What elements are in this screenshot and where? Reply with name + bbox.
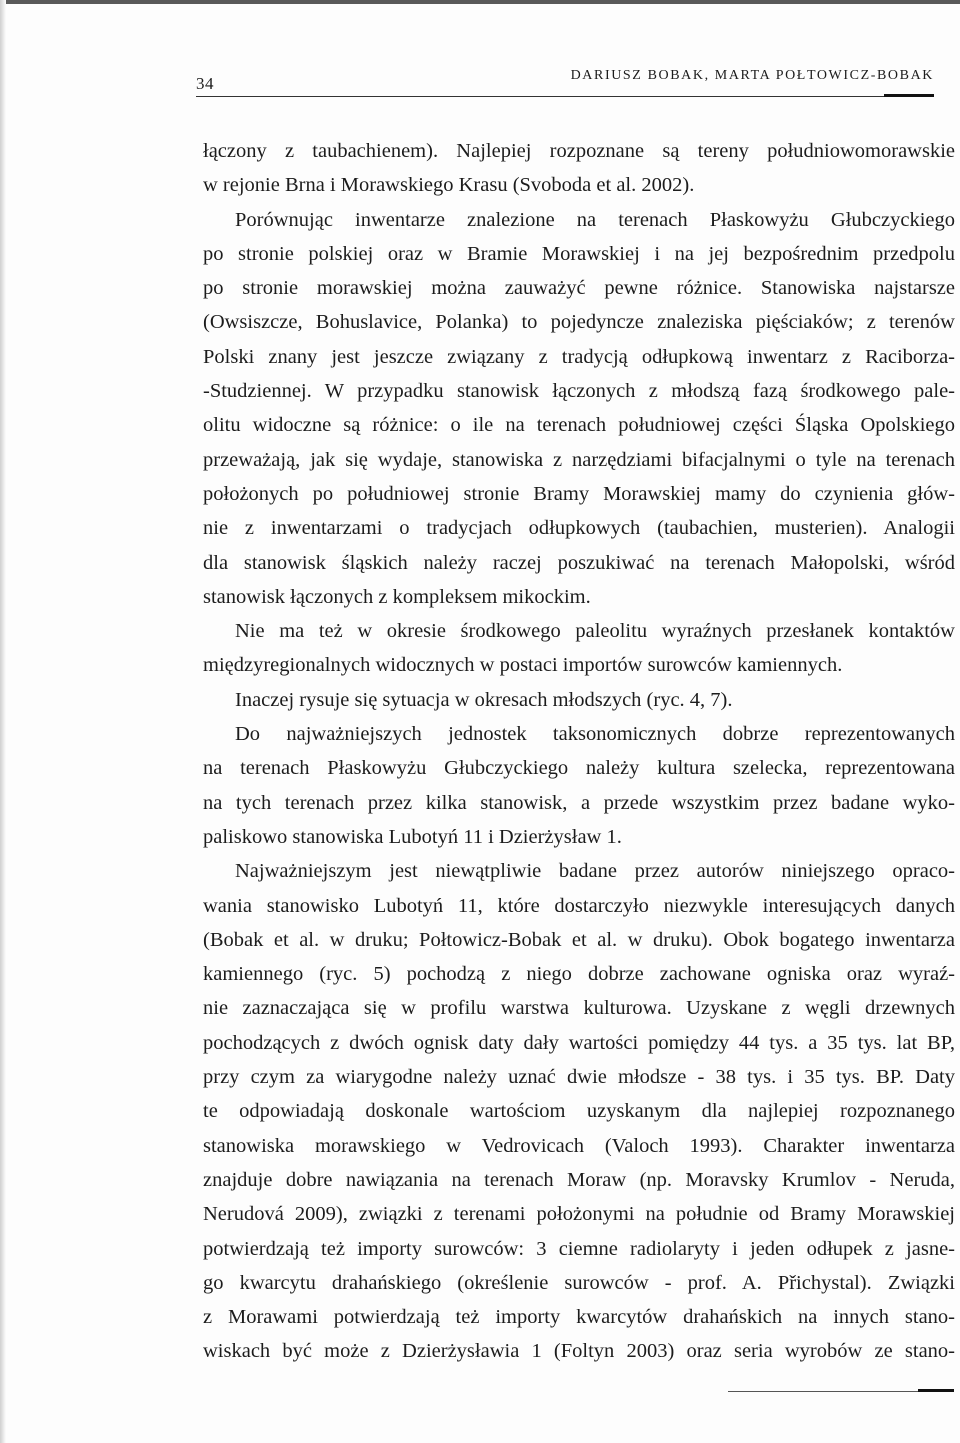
text-line: wiskach być może z Dzierżysławia 1 (Foltyn 2003) oraz seria wyrobów ze stano-	[203, 1340, 955, 1363]
text-line: w rejonie Brna i Morawskiego Krasu (Svoboda et al. 2002).	[203, 174, 695, 197]
text-line: na tych terenach przez kilka stanowisk, a przede wszystkim przez badane wyko-	[203, 791, 955, 814]
text-line: łączony z taubachienem). Najlepiej rozpoznane są tereny południowomorawskie	[203, 140, 955, 162]
header-rule	[196, 96, 934, 97]
text-line: nie z inwentarzami o tradycjach odłupkowych (taubachien, musterien). Analogii	[203, 517, 955, 540]
page-header	[196, 68, 934, 94]
text-line: Porównując inwentarze znalezione na terenach Płaskowyżu Głubczyckiego	[235, 208, 955, 231]
text-line: go kwarcytu drahańskiego (określenie surowców - prof. A. Přichystal). Związki	[203, 1271, 955, 1294]
body-text	[203, 134, 955, 1369]
text-line: nie zaznaczająca się w profilu warstwa kulturowa. Uzyskane z węgli drzewnych	[203, 997, 955, 1020]
text-line: Najważniejszym jest niewątpliwie badane przez autorów niniejszego opraco-	[235, 860, 955, 883]
text-line: z Morawami potwierdzają też importy kwarcytów drahańskich na innych stano-	[203, 1306, 955, 1329]
header-rule-accent	[884, 94, 934, 97]
text-line: te odpowiadają doskonale wartościom uzyskanym dla najlepiej rozpoznanego	[203, 1100, 955, 1123]
text-line: stanowisk łączonych z kompleksem mikockim.	[203, 585, 591, 608]
running-head-authors: DARIUSZ BOBAK, MARTA POŁTOWICZ-BOBAK	[570, 68, 934, 83]
text-line: potwierdzają też importy surowców: 3 ciemne radiolaryty i jeden odłupek z jasne-	[203, 1237, 955, 1260]
page-number: 34	[196, 74, 214, 93]
text-line: -Studziennej. W przypadku stanowisk łączonych z młodszą fazą środkowego pale-	[203, 380, 955, 403]
scan-top-edge	[0, 0, 960, 4]
scan-left-edge	[0, 0, 6, 1443]
text-line: kamiennego (ryc. 5) pochodzą z niego dobrze zachowane ogniska oraz wyraź-	[203, 963, 955, 986]
text-line: położonych po południowej stronie Bramy Morawskiej mamy do czynienia głów-	[203, 482, 955, 505]
text-line: paliskowo stanowiska Lubotyń 11 i Dzierżysław 1.	[203, 825, 622, 848]
text-line: na terenach Płaskowyżu Głubczyckiego należy kultura szelecka, reprezentowana	[203, 757, 955, 780]
footer-rule-accent	[918, 1389, 954, 1392]
text-line: pochodzących z dwóch ognisk daty dały wartości pomiędzy 44 tys. a 35 tys. lat BP,	[203, 1031, 955, 1054]
text-line: (Owsiszcze, Bohuslavice, Polanka) to pojedyncze znaleziska pięściaków; z terenów	[203, 311, 955, 334]
text-line: dla stanowisk śląskich należy raczej poszukiwać na terenach Małopolski, wśród	[203, 551, 955, 574]
text-line: Polski znany jest jeszcze związany z tradycją odłupkową inwentarz z Raciborza-	[203, 345, 955, 368]
text-line: przy czym za wiarygodne należy uznać dwie młodsze - 38 tys. i 35 tys. BP. Daty	[203, 1066, 955, 1089]
text-line: międzyregionalnych widocznych w postaci importów surowców kamiennych.	[203, 654, 843, 677]
text-line: Do najważniejszych jednostek taksonomicznych dobrze reprezentowanych	[235, 723, 955, 746]
text-line: po stronie morawskiej można zauważyć pewne różnice. Stanowiska najstarsze	[203, 277, 955, 300]
text-line: olitu widoczne są różnice: o ile na terenach południowej części Śląska Opolskiego	[203, 414, 955, 437]
text-line: Nie ma też w okresie środkowego paleolitu wyraźnych przesłanek kontaktów	[235, 620, 955, 643]
text-line: Inaczej rysuje się sytuacja w okresach młodszych (ryc. 4, 7).	[235, 688, 733, 711]
text-line: przeważają, jak się wydaje, stanowiska z narzędziami bifacjalnymi o tyle na terenach	[203, 448, 955, 471]
text-line: stanowiska morawskiego w Vedrovicach (Valoch 1993). Charakter inwentarza	[203, 1134, 955, 1157]
text-line: po stronie polskiej oraz w Bramie Morawskiej i na jej bezpośrednim przedpolu	[203, 242, 955, 265]
text-line: Nerudová 2009), związki z terenami położonymi na południe od Bramy Morawskiej	[203, 1203, 955, 1226]
text-line: znajduje dobre nawiązania na terenach Moraw (np. Moravsky Krumlov - Neruda,	[203, 1168, 955, 1191]
text-line: (Bobak et al. w druku; Połtowicz-Bobak et al. w druku). Obok bogatego inwentarza	[203, 928, 955, 951]
text-line: wania stanowisko Lubotyń 11, które dostarczyło niezwykle interesujących danych	[203, 894, 955, 917]
